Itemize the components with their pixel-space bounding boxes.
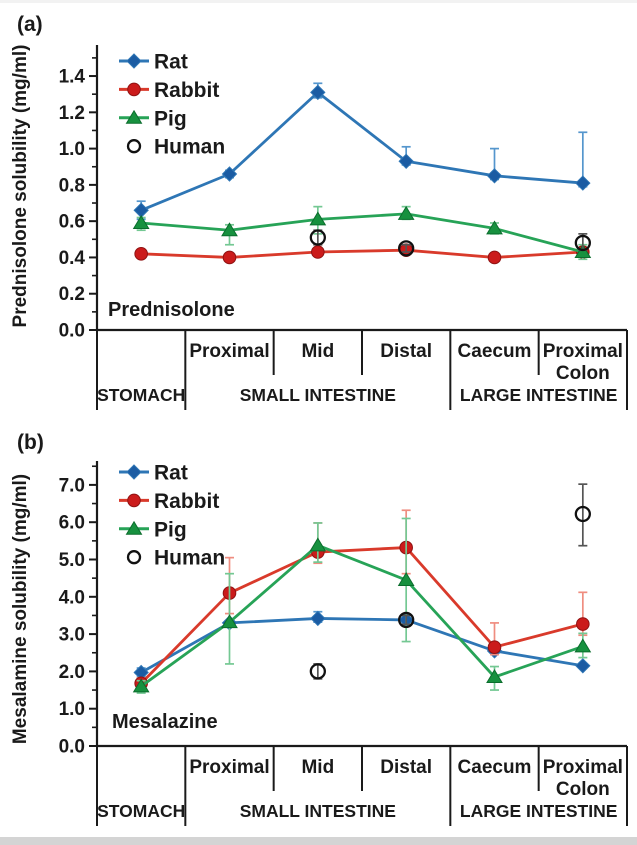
circle-marker	[577, 618, 590, 631]
region-label: STOMACH	[97, 801, 186, 821]
segment-label: Distal	[380, 757, 433, 778]
region-label: LARGE INTESTINE	[459, 385, 618, 405]
legend-item-rabbit	[119, 490, 219, 513]
diamond-marker	[127, 54, 141, 68]
circle-marker	[128, 83, 141, 96]
circle-marker	[128, 494, 141, 507]
panel-b-drug-annotation: Mesalazine	[112, 711, 218, 733]
legend-label: Rat	[154, 461, 188, 485]
legend-label: Rabbit	[154, 78, 220, 102]
segment-label: Colon	[555, 779, 610, 800]
region-label: SMALL INTESTINE	[239, 385, 396, 405]
y-tick-label: 1.4	[58, 66, 85, 88]
legend-label: Human	[154, 135, 226, 159]
series-human	[311, 484, 590, 679]
y-tick-label: 2.0	[58, 661, 85, 683]
segment-label: Mid	[301, 757, 335, 778]
legend	[119, 51, 225, 159]
region-label: SMALL INTESTINE	[239, 801, 396, 821]
series-rabbit	[135, 244, 589, 264]
legend-item-pig	[119, 107, 187, 130]
legend-item-rat	[119, 51, 188, 74]
segment-label: Caecum	[457, 757, 532, 778]
legend-label: Pig	[154, 107, 187, 131]
y-tick-label: 3.0	[58, 624, 85, 646]
series-rabbit	[135, 510, 589, 689]
panel-a-y-axis-title: Prednisolone solubility (mg/ml)	[10, 44, 31, 328]
y-tick-label: 4.0	[58, 587, 85, 609]
segment-label: Proximal	[542, 757, 623, 778]
series-line	[141, 618, 583, 672]
y-tick-label: 0.0	[58, 320, 85, 342]
panel-a-label: (a)	[17, 13, 43, 36]
panel-b-label: (b)	[17, 431, 44, 454]
triangle-marker	[575, 639, 590, 652]
segment-label: Mid	[301, 341, 335, 362]
circle-marker	[312, 246, 325, 259]
segment-label: Proximal	[542, 341, 623, 362]
series-line	[141, 214, 583, 252]
circle-marker	[488, 641, 501, 654]
legend-item-human	[128, 547, 225, 570]
open-circle-marker	[128, 551, 140, 563]
diamond-marker	[311, 611, 325, 625]
y-tick-label: 7.0	[58, 475, 85, 497]
circle-marker	[135, 248, 148, 261]
series-pig	[134, 518, 591, 693]
diamond-marker	[576, 176, 590, 190]
y-tick-label: 1.2	[58, 102, 85, 124]
y-tick-label: 1.0	[58, 139, 85, 161]
legend-item-rabbit	[119, 79, 219, 102]
legend-label: Human	[154, 546, 226, 570]
y-tick-label: 0.4	[58, 247, 85, 269]
region-label: STOMACH	[97, 385, 186, 405]
y-tick-label: 0.8	[58, 175, 85, 197]
diamond-marker	[127, 465, 141, 479]
bottom-scrollbar-track	[0, 837, 637, 845]
legend	[119, 462, 225, 570]
circle-marker	[223, 251, 236, 264]
segment-label: Caecum	[457, 341, 532, 362]
legend-label: Rat	[154, 50, 188, 74]
y-tick-label: 6.0	[58, 512, 85, 534]
panel-b-plot	[59, 461, 627, 826]
open-circle-marker	[128, 140, 140, 152]
legend-label: Rabbit	[154, 489, 220, 513]
segment-label: Distal	[380, 341, 433, 362]
y-tick-label: 5.0	[58, 550, 85, 571]
legend-item-pig	[119, 518, 187, 541]
panel-a-drug-annotation: Prednisolone	[108, 299, 235, 321]
legend-item-human	[128, 136, 225, 159]
panel-a-plot	[59, 45, 627, 410]
legend-item-rat	[119, 462, 188, 485]
segment-label: Proximal	[189, 341, 270, 362]
segment-label: Proximal	[189, 757, 270, 778]
y-tick-label: 1.0	[58, 699, 85, 721]
series-line	[141, 250, 583, 257]
circle-marker	[488, 251, 501, 264]
diamond-marker	[576, 659, 590, 673]
y-tick-label: 0.6	[58, 211, 85, 233]
y-tick-label: 0.0	[58, 736, 85, 758]
legend-label: Pig	[154, 518, 187, 542]
top-border-strip	[0, 0, 637, 3]
segment-label: Colon	[555, 363, 610, 384]
panel-b-y-axis-title: Mesalamine solubility (mg/ml)	[10, 473, 31, 745]
region-label: LARGE INTESTINE	[459, 801, 618, 821]
y-tick-label: 0.2	[58, 284, 85, 306]
triangle-marker	[310, 538, 325, 551]
diamond-marker	[488, 169, 502, 183]
